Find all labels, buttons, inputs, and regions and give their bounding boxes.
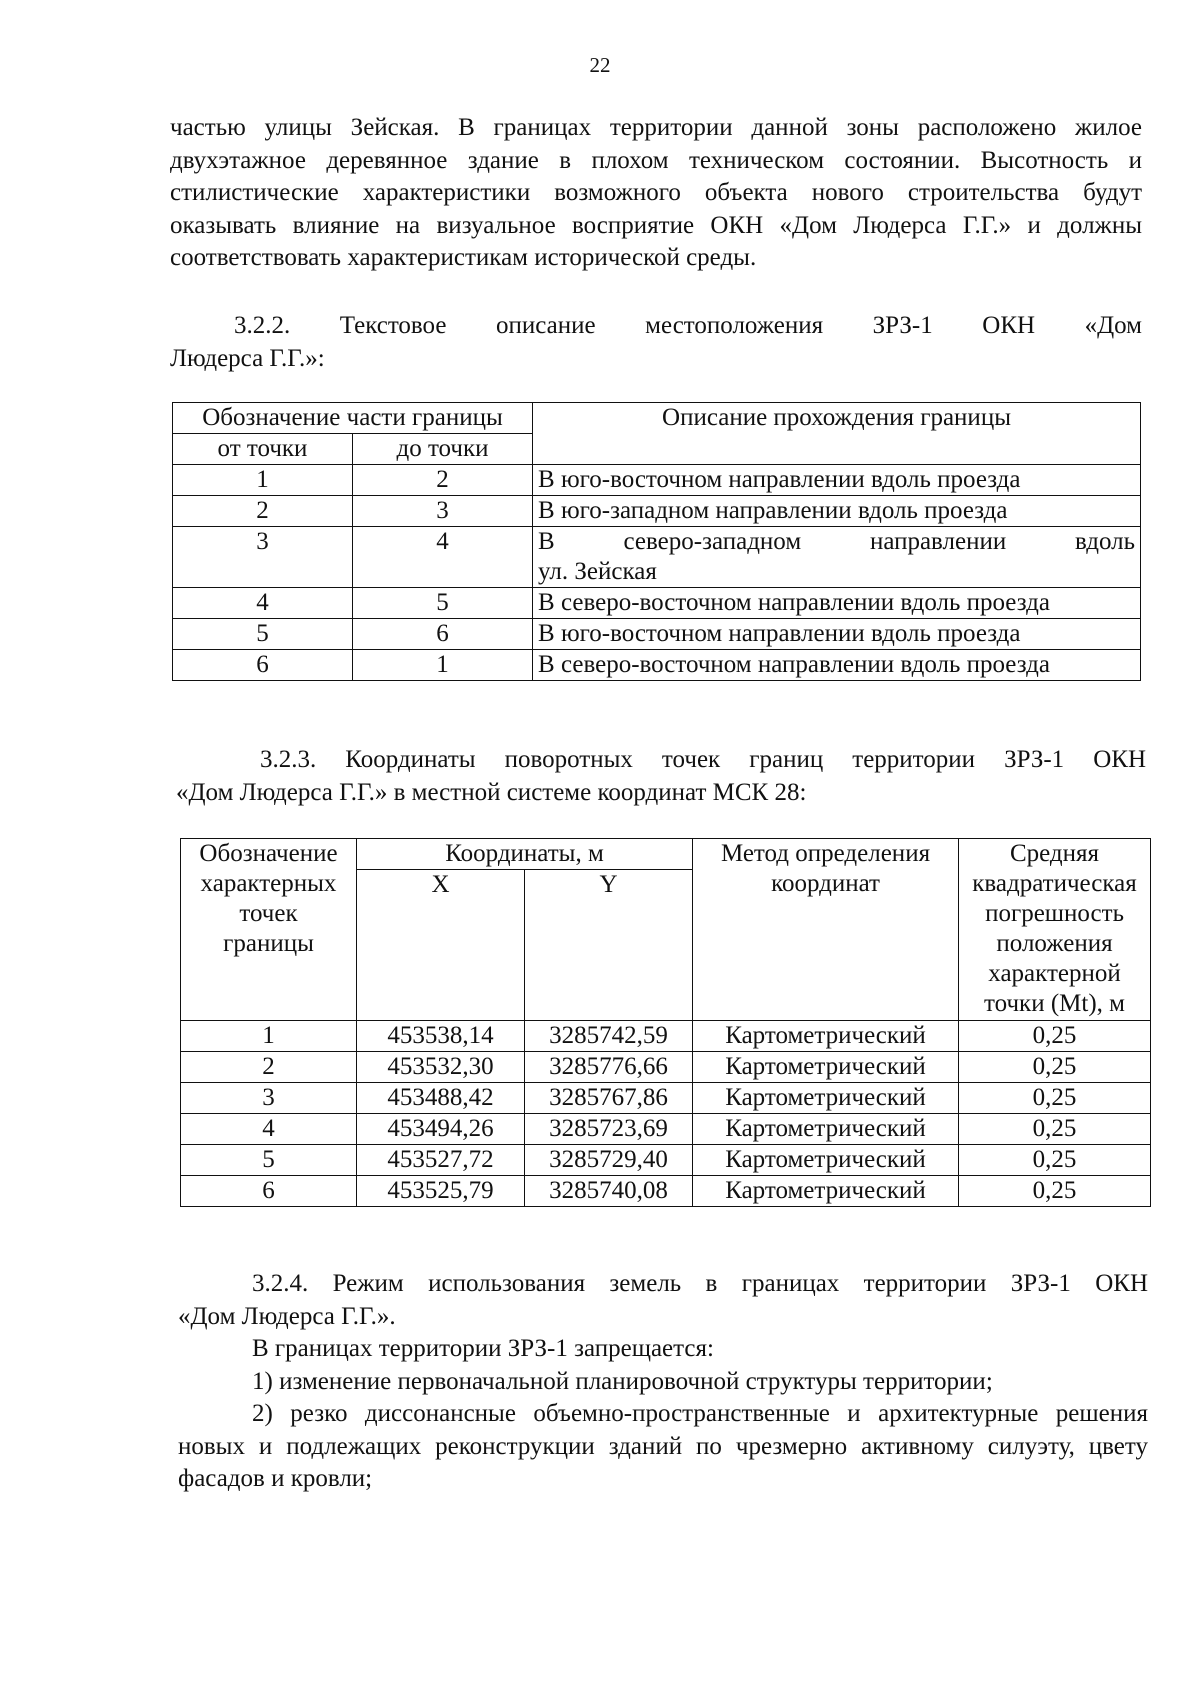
table-row (181, 1021, 1151, 1052)
table-row (173, 650, 1141, 681)
coords-header-points (181, 839, 357, 1021)
coords-y-cell: 3285767,86 (525, 1083, 693, 1114)
section-324-prohibited-intro: В границах территории ЗРЗ-1 запрещается: (252, 1335, 714, 1362)
coords-header-error-line: характерной (988, 960, 1121, 987)
coords-method-cell: Картометрический (693, 1083, 959, 1114)
table-row (173, 496, 1141, 527)
boundary-from-cell: 4 (173, 588, 353, 619)
coords-y-cell: 3285742,59 (525, 1021, 693, 1052)
coords-header-error-line: Средняя (1009, 840, 1100, 867)
coords-header-error-line: положения (996, 930, 1113, 957)
coordinates-table (180, 838, 1151, 1207)
coords-x-cell: 453532,30 (357, 1052, 525, 1083)
boundary-from-cell: 6 (173, 650, 353, 681)
coords-method-cell: Картометрический (693, 1052, 959, 1083)
boundary-to-cell: 4 (353, 527, 533, 588)
intro-paragraph: частью улицы Зейская. В границах территории данной зоны расположено жилое двухэтажное деревянное здание в плохом техническом состоянии. Высотность и стилистические характеристики возможного объекта нового строительства будут оказывать влияние на визуальное восприятие ОКН «Дом Людерса Г.Г.» и должны соответствовать характеристикам исторической среды. (170, 114, 1142, 271)
coords-header-points-line: границы (223, 930, 314, 957)
coords-error-cell: 0,25 (959, 1083, 1151, 1114)
coords-method-cell: Картометрический (693, 1114, 959, 1145)
coords-method-cell: Картометрический (693, 1176, 959, 1207)
section-323-line1: 3.2.3. Координаты поворотных точек границ территории ЗРЗ-1 ОКН (260, 746, 1146, 773)
coords-header-points-line: Обозначение (199, 840, 338, 867)
coords-x-cell: 453525,79 (357, 1176, 525, 1207)
boundary-to-cell: 2 (353, 465, 533, 496)
intro-paragraph-block (170, 112, 1142, 275)
coords-point-cell: 1 (181, 1021, 357, 1052)
boundary-from-cell: 2 (173, 496, 353, 527)
section-324-item1: 1) изменение первоначальной планировочной структуры территории; (252, 1367, 993, 1395)
coords-header-method-line: координат (771, 870, 880, 897)
boundary-to-cell: 1 (353, 650, 533, 681)
boundary-header-desc: Описание прохождения границы (533, 403, 1141, 465)
coords-y-cell: 3285740,08 (525, 1176, 693, 1207)
boundary-desc-line1: В северо-западном направлении вдоль (538, 528, 1136, 555)
coords-y-cell: 3285723,69 (525, 1114, 693, 1145)
coords-header-y: Y (525, 870, 693, 1021)
coords-header-points-line: характерных (200, 870, 337, 897)
section-324-block (178, 1268, 1148, 1496)
boundary-desc-cell: В северо-восточном направлении вдоль проезда (533, 650, 1141, 681)
coords-point-cell: 4 (181, 1114, 357, 1145)
coords-x-cell: 453494,26 (357, 1114, 525, 1145)
coords-error-cell: 0,25 (959, 1145, 1151, 1176)
boundary-desc-cell: В юго-восточном направлении вдоль проезда (533, 619, 1141, 650)
coords-error-cell: 0,25 (959, 1176, 1151, 1207)
table-row (181, 1145, 1151, 1176)
table-row (181, 1176, 1151, 1207)
coords-error-cell: 0,25 (959, 1021, 1151, 1052)
boundary-table (172, 402, 1141, 681)
boundary-desc-line2: ул. Зейская (538, 558, 657, 585)
boundary-from-cell: 3 (173, 527, 353, 588)
table-row (181, 1083, 1151, 1114)
coords-x-cell: 453488,42 (357, 1083, 525, 1114)
boundary-header-group: Обозначение части границы (173, 403, 533, 434)
coords-header-error-line: точки (Mt), м (984, 990, 1125, 1017)
coords-header-error-line: погрешность (985, 900, 1124, 927)
section-322-line2: Людерса Г.Г.»: (170, 344, 325, 372)
boundary-to-cell: 6 (353, 619, 533, 650)
section-324-item2: 2) резко диссонансные объемно-пространственные и архитектурные решения новых и подлежащих реконструкции зданий по чрезмерно активному силуэту, цвету фасадов и кровли; (178, 1400, 1148, 1492)
boundary-to-cell: 5 (353, 588, 533, 619)
boundary-desc-cell: В юго-западном направлении вдоль проезда (533, 496, 1141, 527)
coords-header-method-line: Метод определения (720, 840, 931, 867)
coords-header-x: X (357, 870, 525, 1021)
coords-x-cell: 453538,14 (357, 1021, 525, 1052)
coords-error-cell: 0,25 (959, 1114, 1151, 1145)
table-row (173, 527, 1141, 588)
section-324-line2: «Дом Людерса Г.Г.». (178, 1302, 396, 1330)
table-row (173, 465, 1141, 496)
coords-point-cell: 3 (181, 1083, 357, 1114)
boundary-from-cell: 5 (173, 619, 353, 650)
coords-point-cell: 6 (181, 1176, 357, 1207)
boundary-to-cell: 3 (353, 496, 533, 527)
coords-method-cell: Картометрический (693, 1145, 959, 1176)
coords-header-points-line: точек (239, 900, 298, 927)
boundary-header-from: от точки (173, 434, 353, 465)
coords-point-cell: 5 (181, 1145, 357, 1176)
boundary-from-cell: 1 (173, 465, 353, 496)
boundary-header-to: до точки (353, 434, 533, 465)
coords-error-cell: 0,25 (959, 1052, 1151, 1083)
boundary-desc-cell (533, 527, 1141, 588)
table-row (173, 588, 1141, 619)
coords-y-cell: 3285776,66 (525, 1052, 693, 1083)
section-323-heading (176, 744, 1146, 809)
section-322-line1: 3.2.2. Текстовое описание местоположения ЗРЗ-1 ОКН «Дом (234, 312, 1142, 339)
table-row (181, 1114, 1151, 1145)
page-number: 22 (589, 53, 611, 77)
table-row (181, 1052, 1151, 1083)
section-322-heading (170, 310, 1142, 375)
coords-y-cell: 3285729,40 (525, 1145, 693, 1176)
table-row (173, 619, 1141, 650)
coords-method-cell: Картометрический (693, 1021, 959, 1052)
coords-x-cell: 453527,72 (357, 1145, 525, 1176)
section-323-line2: «Дом Людерса Г.Г.» в местной системе координат МСК 28: (176, 778, 807, 806)
coords-header-coords: Координаты, м (357, 839, 693, 870)
boundary-desc-cell: В юго-восточном направлении вдоль проезда (533, 465, 1141, 496)
boundary-desc-cell: В северо-восточном направлении вдоль проезда (533, 588, 1141, 619)
section-324-line1: 3.2.4. Режим использования земель в границах территории ЗРЗ-1 ОКН (252, 1270, 1148, 1297)
coords-point-cell: 2 (181, 1052, 357, 1083)
coords-header-method (693, 839, 959, 1021)
coords-header-error-line: квадратическая (972, 870, 1137, 897)
coords-header-error (959, 839, 1151, 1021)
